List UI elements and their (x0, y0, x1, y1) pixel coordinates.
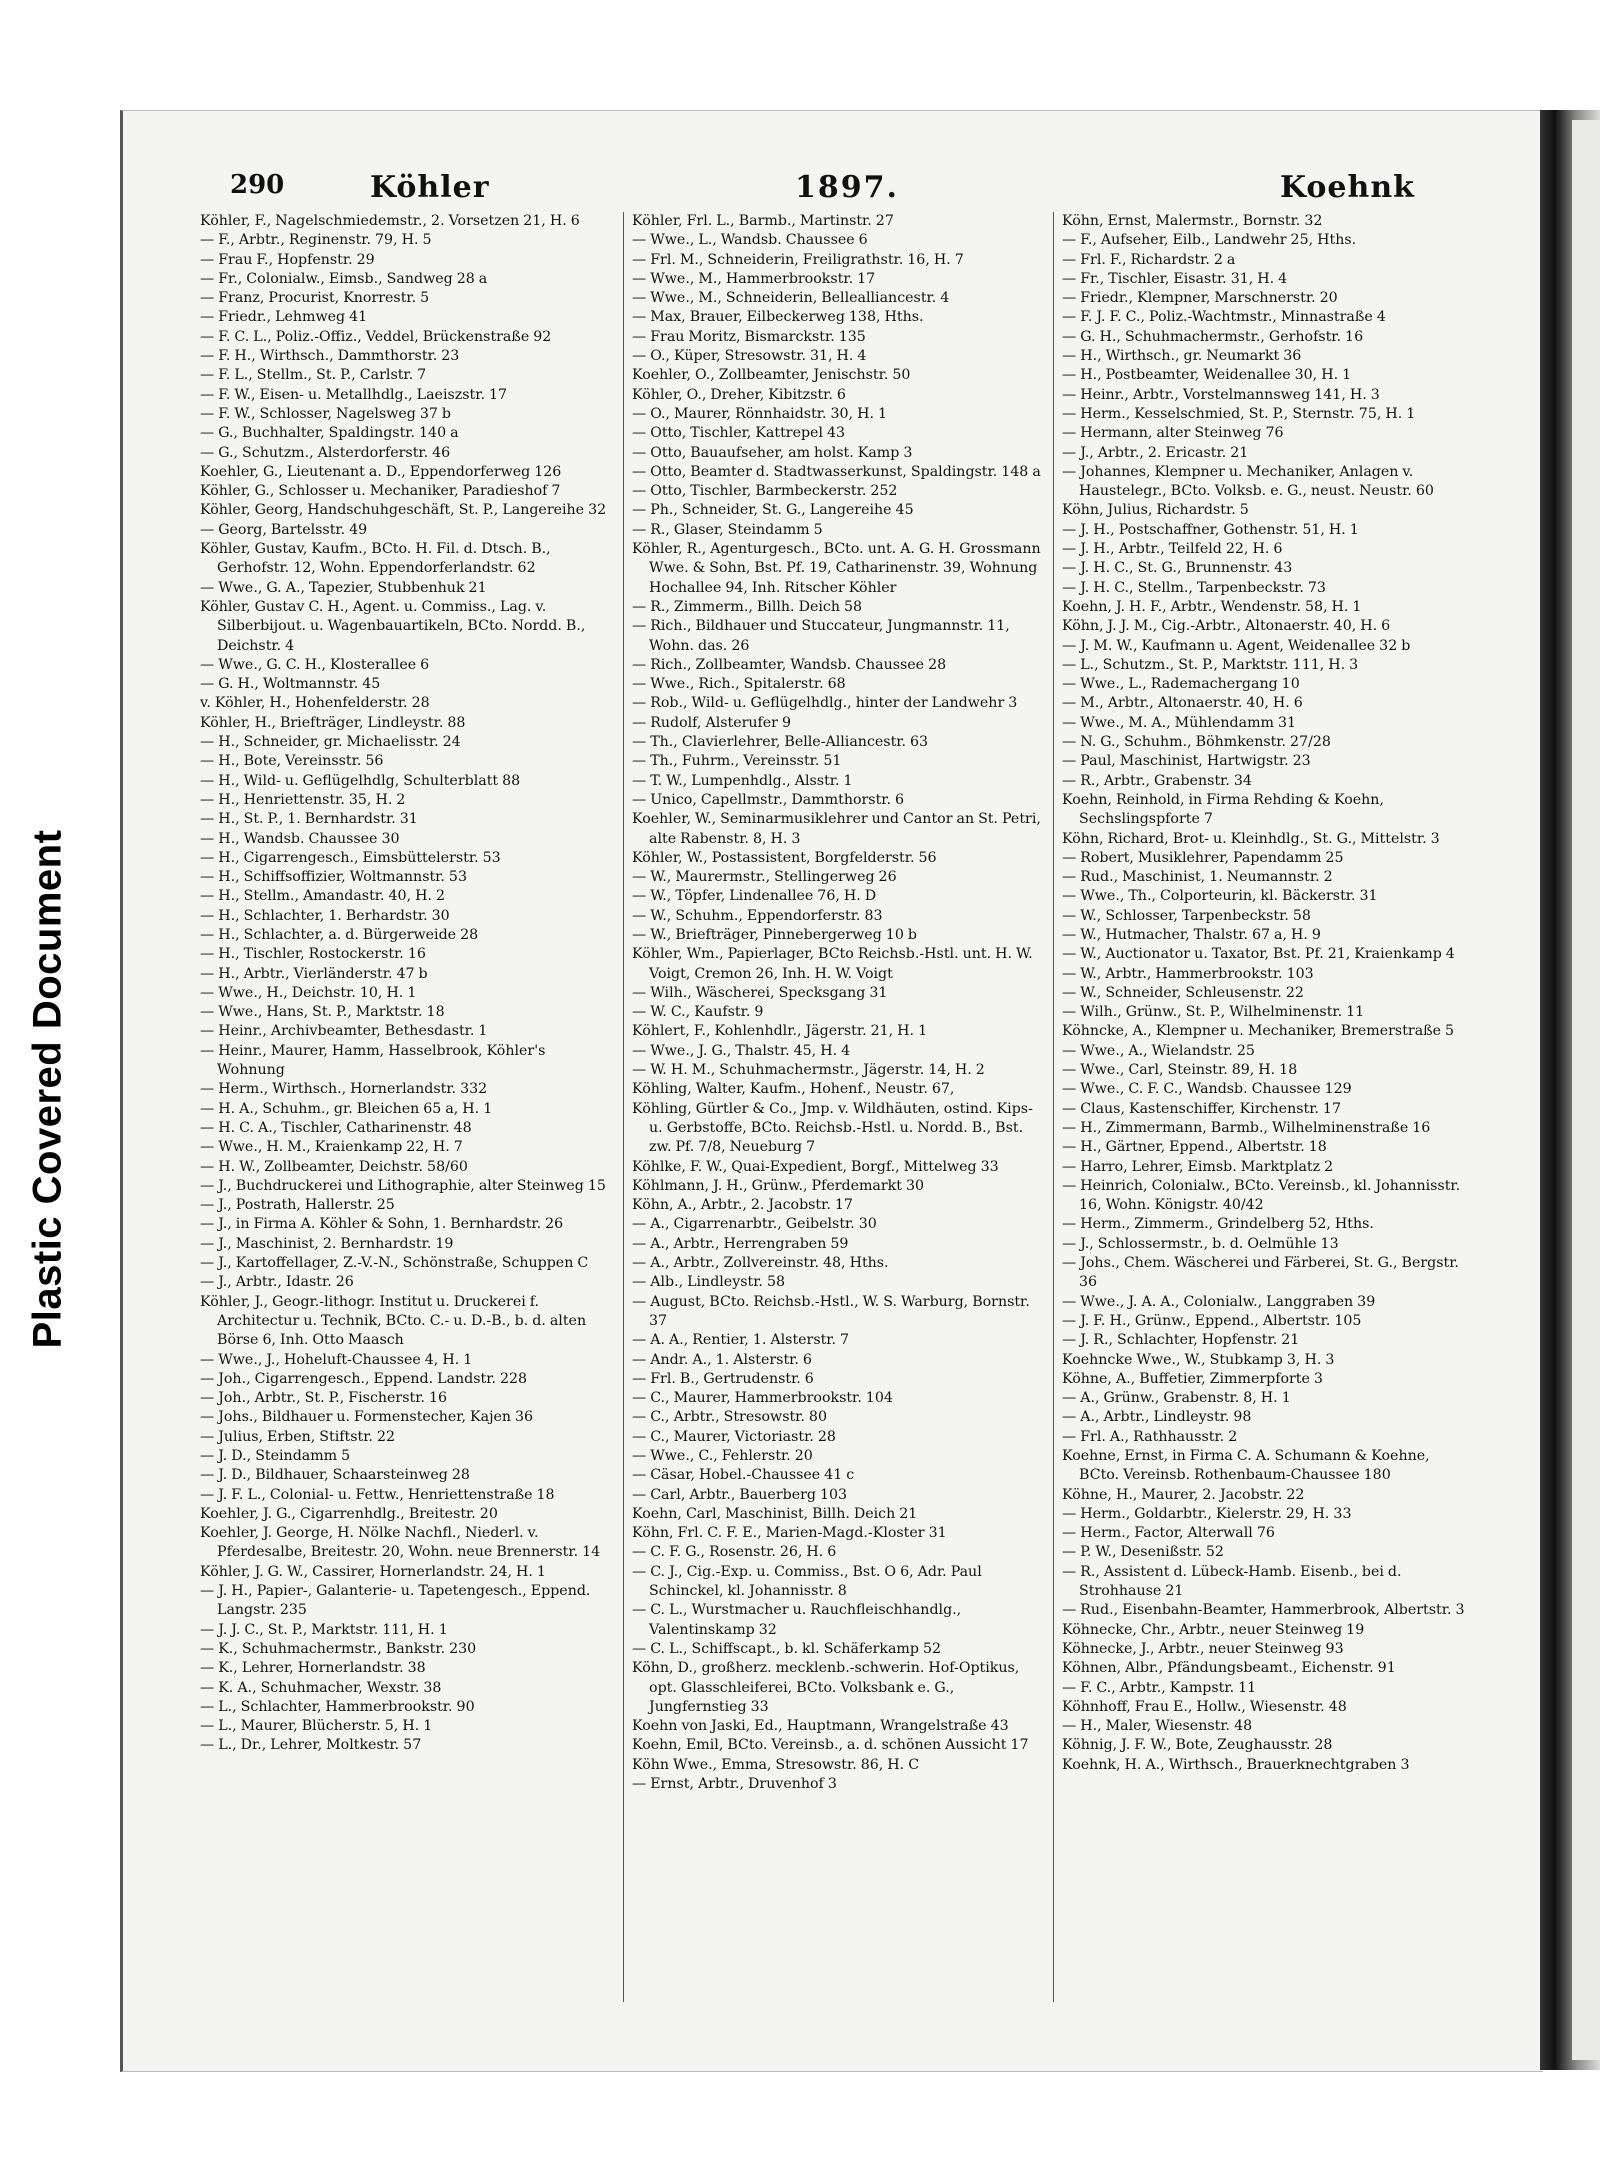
directory-entry: — C., Maurer, Victoriastr. 28 (632, 1428, 836, 1445)
directory-entry: — J., Kartoffellager, Z.-V.-N., Schönstraße, Schuppen C (200, 1255, 589, 1272)
directory-entry: Köhnecke, J., Arbtr., neuer Steinweg 93 (1062, 1640, 1344, 1657)
directory-entry: — G., Schutzm., Alsterdorferstr. 46 (200, 444, 451, 461)
directory-entry: — Robert, Musiklehrer, Papendamm 25 (1062, 849, 1344, 866)
directory-entry: Köhler, Gustav, Kaufm., BCto. H. Fil. d. Dtsch. B., Gerhofstr. 12, Wohn. Eppendorferlandstr. 62 (200, 541, 551, 577)
directory-entry: — R., Arbtr., Grabenstr. 34 (1062, 772, 1252, 789)
directory-entry: — A., Arbtr., Lindleystr. 98 (1062, 1409, 1252, 1426)
directory-entry: Koehler, O., Zollbeamter, Jenischstr. 50 (632, 367, 911, 384)
directory-entry: — R., Glaser, Steindamm 5 (632, 521, 823, 538)
directory-entry: — Otto, Tischler, Kattrepel 43 (632, 425, 846, 442)
directory-entry: — W., Arbtr., Hammerbrookstr. 103 (1062, 965, 1314, 982)
directory-entry: — F., Aufseher, Eilb., Landwehr 25, Hths. (1062, 232, 1357, 249)
directory-entry: — A., Cigarrenarbtr., Geibelstr. 30 (632, 1216, 877, 1233)
directory-entry: — W., Briefträger, Pinnebergerweg 10 b (632, 926, 917, 943)
directory-entry: — Johs., Chem. Wäscherei und Färberei, St. G., Bergstr. 36 (1062, 1255, 1459, 1291)
directory-entry: Köhler, W., Postassistent, Borgfelderstr. 56 (632, 849, 937, 866)
directory-entry: — Rudolf, Alsterufer 9 (632, 714, 791, 731)
directory-entry: Köhn, J. J. M., Cig.-Arbtr., Altonaerstr. 40, H. 6 (1062, 618, 1391, 635)
directory-entry: — Claus, Kastenschiffer, Kirchenstr. 17 (1062, 1100, 1341, 1117)
directory-entry: — J., Arbtr., Idastr. 26 (200, 1274, 354, 1291)
directory-entry: — R., Zimmerm., Billh. Deich 58 (632, 598, 863, 615)
directory-entry: Köhn, Ernst, Malermstr., Bornstr. 32 (1062, 213, 1323, 229)
directory-entry: — J. R., Schlachter, Hopfenstr. 21 (1062, 1332, 1300, 1349)
directory-entry: — J., Postrath, Hallerstr. 25 (200, 1197, 395, 1214)
directory-entry: — G., Buchhalter, Spaldingstr. 140 a (200, 425, 459, 442)
directory-entry: — W. C., Kaufstr. 9 (632, 1004, 764, 1021)
directory-entry: — K. A., Schuhmacher, Wexstr. 38 (200, 1679, 442, 1696)
directory-entry: — Frau Moritz, Bismarckstr. 135 (632, 328, 866, 345)
directory-entry: — Wwe., G. A., Tapezier, Stubbenhuk 21 (200, 579, 487, 596)
directory-entry: — H., Bote, Vereinsstr. 56 (200, 753, 384, 770)
directory-entry: Köhling, Gürtler & Co., Jmp. v. Wildhäuten, ostind. Kips- u. Gerbstoffe, BCto. Reichsb.-Hstl. u. Nordd. B., Bst. zw. Pf. 7/8, Neueburg 7 (632, 1100, 1033, 1156)
directory-entry: — Wwe., H., Deichstr. 10, H. 1 (200, 984, 417, 1001)
directory-entry: — L., Schutzm., St. P., Marktstr. 111, H. 3 (1062, 656, 1359, 673)
directory-entry: — H. C. A., Tischler, Catharinenstr. 48 (200, 1119, 472, 1136)
directory-entry: Köhn, Frl. C. F. E., Marien-Magd.-Kloster 31 (632, 1525, 947, 1542)
directory-entry: — Wwe., J. A. A., Colonialw., Langgraben 39 (1062, 1293, 1376, 1310)
directory-entry: — Wilh., Grünw., St. P., Wilhelminenstr. 11 (1062, 1004, 1365, 1021)
directory-entry: — Julius, Erben, Stiftstr. 22 (200, 1428, 395, 1445)
directory-entry: — Wwe., A., Wielandstr. 25 (1062, 1042, 1255, 1059)
directory-entry: Köhling, Walter, Kaufm., Hohenf., Neustr. 67, (632, 1081, 955, 1098)
directory-entry: — H., Gärtner, Eppend., Albertstr. 18 (1062, 1139, 1327, 1156)
directory-entry: Köhnig, J. F. W., Bote, Zeughausstr. 28 (1062, 1737, 1333, 1754)
directory-entry: — H. W., Zollbeamter, Deichstr. 58/60 (200, 1158, 468, 1175)
directory-entry: — Wwe., M. A., Mühlendamm 31 (1062, 714, 1297, 731)
directory-entry: — Wwe., L., Rademachergang 10 (1062, 676, 1300, 693)
page-number: 290 (230, 170, 285, 200)
directory-entry: — Alb., Lindleystr. 58 (632, 1274, 785, 1291)
directory-entry: — Johannes, Klempner u. Mechaniker, Anlagen v. Haustelegr., BCto. Volksb. e. G., neust. Neustr. 60 (1062, 463, 1434, 500)
directory-entry: — Wwe., M., Hammerbrookstr. 17 (632, 270, 876, 287)
directory-entry: — C. L., Wurstmacher u. Rauchfleischhandlg., Valentinskamp 32 (632, 1602, 962, 1638)
directory-entry: — P. W., Desenißstr. 52 (1062, 1544, 1224, 1561)
directory-entry: — H., Henriettenstr. 35, H. 2 (200, 791, 406, 808)
directory-entry: — Wilh., Wäscherei, Specksgang 31 (632, 984, 888, 1001)
directory-entry: — C. L., Schiffscapt., b. kl. Schäferkamp 52 (632, 1640, 942, 1657)
directory-entry: — Carl, Arbtr., Bauerberg 103 (632, 1486, 848, 1503)
directory-entry: — Rob., Wild- u. Geflügelhdlg., hinter der Landwehr 3 (632, 695, 1018, 712)
column-3 (1062, 212, 1472, 2032)
directory-entry: — Wwe., C., Fehlerstr. 20 (632, 1448, 813, 1464)
directory-entry: — A., Arbtr., Zollvereinstr. 48, Hths. (632, 1255, 889, 1272)
directory-entry: Köhler, R., Agenturgesch., BCto. unt. A. G. H. Grossmann Wwe. & Sohn, Bst. Pf. 19, Catharinenstr. 39, Wohnung Hochallee 94, Inh. Ritscher Köhler (632, 541, 1041, 596)
directory-entry: Köhler, G., Schlosser u. Mechaniker, Paradieshof 7 (200, 483, 561, 500)
directory-entry: — Franz, Procurist, Knorrestr. 5 (200, 290, 430, 307)
directory-entry: — Herm., Wirthsch., Hornerlandstr. 332 (200, 1081, 488, 1098)
directory-entry: — H., Wild- u. Geflügelhdlg, Schulterblatt 88 (200, 772, 521, 789)
directory-entry: — F. W., Schlosser, Nagelsweg 37 b (200, 405, 452, 422)
directory-entry: — O., Maurer, Rönnhaidstr. 30, H. 1 (632, 405, 887, 422)
directory-entry: — Friedr., Lehmweg 41 (200, 309, 368, 326)
directory-entry: — Frl. B., Gertrudenstr. 6 (632, 1370, 814, 1387)
directory-entry: — Herm., Goldarbtr., Kielerstr. 29, H. 33 (1062, 1505, 1352, 1522)
directory-entry: — J., Schlossermstr., b. d. Oelmühle 13 (1062, 1235, 1339, 1252)
directory-entry: — Wwe., L., Wandsb. Chaussee 6 (632, 232, 868, 249)
column-1 (200, 212, 610, 2032)
directory-entry: — J. H. C., St. G., Brunnenstr. 43 (1062, 560, 1293, 577)
directory-entry: Köhler, Georg, Handschuhgeschäft, St. P., Langereihe 32 (200, 502, 607, 519)
directory-entry: Köhler, J., Geogr.-lithogr. Institut u. Druckerei f. Architectur u. Technik, BCto. C.- u. D.-B., b. d. alten Börse 6, Inh. Otto Maasch (200, 1293, 587, 1349)
directory-entry: — O., Küper, Stresowstr. 31, H. 4 (632, 348, 867, 365)
directory-entry: — Friedr., Klempner, Marschnerstr. 20 (1062, 290, 1338, 307)
directory-entry: — H., Schlachter, 1. Berhardstr. 30 (200, 907, 450, 924)
directory-entry: — J. F. H., Grünw., Eppend., Albertstr. 105 (1062, 1312, 1362, 1329)
directory-entry: Koehnk, H. A., Wirthsch., Brauerknechtgraben 3 (1062, 1756, 1410, 1773)
directory-entry: — W., Auctionator u. Taxator, Bst. Pf. 21, Kraienkamp 4 (1062, 946, 1455, 963)
directory-entry: — M., Arbtr., Altonaerstr. 40, H. 6 (1062, 695, 1303, 712)
directory-entry: — H., Wirthsch., gr. Neumarkt 36 (1062, 348, 1302, 365)
directory-entry: — J., Arbtr., 2. Ericastr. 21 (1062, 444, 1249, 461)
directory-entry: Köhlmann, J. H., Grünw., Pferdemarkt 30 (632, 1177, 925, 1194)
directory-entry: — J. H., Postschaffner, Gothenstr. 51, H. 1 (1062, 521, 1359, 538)
directory-entry: — Th., Clavierlehrer, Belle-Alliancestr. 63 (632, 734, 929, 751)
directory-entry: — Wwe., J., Hoheluft-Chaussee 4, H. 1 (200, 1351, 473, 1368)
directory-entry: — Rud., Eisenbahn-Beamter, Hammerbrook, Albertstr. 3 (1062, 1602, 1465, 1619)
directory-entry: — F. L., Stellm., St. P., Carlstr. 7 (200, 367, 427, 384)
directory-entry: — Frl. M., Schneiderin, Freiligrathstr. 16, H. 7 (632, 251, 964, 268)
directory-entry: — Frau F., Hopfenstr. 29 (200, 251, 375, 268)
directory-entry: — Wwe., J. G., Thalstr. 45, H. 4 (632, 1042, 851, 1059)
directory-entry: Koehne, Ernst, in Firma C. A. Schumann & Koehne, BCto. Vereinsb. Rothenbaum-Chaussee 180 (1062, 1448, 1430, 1484)
year-heading: 1897. (795, 170, 899, 205)
left-running-head: Köhler (370, 170, 490, 205)
directory-entry: — Th., Fuhrm., Vereinsstr. 51 (632, 753, 842, 770)
directory-entry: Köhler, Frl. L., Barmb., Martinstr. 27 (632, 213, 894, 229)
directory-entry: — W., Schneider, Schleusenstr. 22 (1062, 984, 1304, 1001)
directory-entry: — August, BCto. Reichsb.-Hstl., W. S. Warburg, Bornstr. 37 (632, 1293, 1030, 1329)
directory-entry: — A., Arbtr., Herrengraben 59 (632, 1235, 849, 1252)
directory-entry: Köhler, H., Briefträger, Lindleystr. 88 (200, 714, 466, 731)
directory-entry: — H., Zimmermann, Barmb., Wilhelminenstraße 16 (1062, 1119, 1431, 1136)
directory-entry: — J., Buchdruckerei und Lithographie, alter Steinweg 15 (200, 1177, 606, 1194)
directory-entry: Köhler, J. G. W., Cassirer, Hornerlandstr. 24, H. 1 (200, 1563, 546, 1580)
directory-entry: — J., Maschinist, 2. Bernhardstr. 19 (200, 1235, 454, 1252)
directory-entry: — Wwe., M., Schneiderin, Bellealliancestr. 4 (632, 290, 950, 307)
directory-entry: Köhn, Julius, Richardstr. 5 (1062, 502, 1249, 519)
directory-entry: — L., Dr., Lehrer, Moltkestr. 57 (200, 1737, 422, 1754)
directory-columns (200, 212, 1490, 2032)
directory-entry: — Rich., Bildhauer und Stuccateur, Jungmannstr. 11, Wohn. das. 26 (632, 618, 1010, 654)
directory-entry: — Heinr., Archivbeamter, Bethesdastr. 1 (200, 1023, 488, 1040)
directory-entry: — Rich., Zollbeamter, Wandsb. Chaussee 28 (632, 656, 947, 673)
directory-entry: — A., Grünw., Grabenstr. 8, H. 1 (1062, 1390, 1291, 1407)
directory-entry: — W., Schuhm., Eppendorferstr. 83 (632, 907, 883, 924)
directory-entry: Koehn, Reinhold, in Firma Rehding & Koehn, Sechslingspforte 7 (1062, 791, 1384, 828)
directory-entry: Köhler, F., Nagelschmiedemstr., 2. Vorsetzen 21, H. 6 (200, 213, 580, 229)
directory-entry: — Joh., Arbtr., St. P., Fischerstr. 16 (200, 1390, 447, 1407)
directory-entry: Köhnecke, Chr., Arbtr., neuer Steinweg 19 (1062, 1621, 1365, 1638)
directory-entry: — C., Maurer, Hammerbrookstr. 104 (632, 1390, 893, 1407)
directory-entry: — H., Wandsb. Chaussee 30 (200, 830, 400, 847)
directory-entry: — Otto, Tischler, Barmbeckerstr. 252 (632, 483, 898, 500)
directory-entry: — G. H., Woltmannstr. 45 (200, 676, 381, 693)
right-running-head: Koehnk (1280, 170, 1415, 205)
directory-entry: — G. H., Schuhmachermstr., Gerhofstr. 16 (1062, 328, 1364, 345)
next-page-edge (1572, 120, 1600, 2060)
directory-entry: — T. W., Lumpenhdlg., Alsstr. 1 (632, 772, 853, 789)
directory-entry: — N. G., Schuhm., Böhmkenstr. 27/28 (1062, 734, 1331, 751)
directory-entry: Köhnen, Albr., Pfändungsbeamt., Eichenstr. 91 (1062, 1660, 1396, 1677)
directory-entry: — R., Assistent d. Lübeck-Hamb. Eisenb., bei d. Strohhause 21 (1062, 1563, 1402, 1600)
directory-entry: — C., Arbtr., Stresowstr. 80 (632, 1409, 827, 1426)
directory-entry: — J., in Firma A. Köhler & Sohn, 1. Bernhardstr. 26 (200, 1216, 564, 1233)
directory-entry: — Ernst, Arbtr., Druvenhof 3 (632, 1776, 837, 1793)
directory-entry: Koehn, Emil, BCto. Vereinsb., a. d. schönen Aussicht 17 (632, 1737, 1029, 1754)
directory-entry: Köhn, D., großherz. mecklenb.-schwerin. Hof-Optikus, opt. Glasschleiferei, BCto. Volksbank e. G., Jungfernstieg 33 (632, 1660, 1020, 1715)
directory-entry: Köhne, H., Maurer, 2. Jacobstr. 22 (1062, 1486, 1305, 1503)
directory-entry: — W., Schlosser, Tarpenbeckstr. 58 (1062, 907, 1311, 924)
directory-entry: — Georg, Bartelsstr. 49 (200, 521, 368, 538)
directory-entry: — H., Tischler, Rostockerstr. 16 (200, 946, 426, 963)
directory-entry: — L., Schlachter, Hammerbrookstr. 90 (200, 1698, 475, 1715)
directory-entry: — F. H., Wirthsch., Dammthorstr. 23 (200, 348, 460, 365)
directory-entry: — Andr. A., 1. Alsterstr. 6 (632, 1351, 812, 1368)
directory-entry: — W., Hutmacher, Thalstr. 67 a, H. 9 (1062, 926, 1321, 943)
directory-entry: — C. J., Cig.-Exp. u. Commiss., Bst. O 6, Adr. Paul Schinckel, kl. Johannisstr. 8 (632, 1563, 982, 1600)
directory-entry: — H., Schneider, gr. Michaelisstr. 24 (200, 734, 461, 751)
directory-entry: Köhler, Gustav C. H., Agent. u. Commiss., Lag. v. Silberbijout. u. Wagenbauartikeln, BCto. Nordd. B., Deichstr. 4 (200, 598, 586, 654)
directory-entry: Köhler, Wm., Papierlager, BCto Reichsb.-Hstl. unt. H. W. Voigt, Cremon 26, Inh. H. W. Voigt (632, 946, 1033, 982)
directory-entry: — J. H., Papier-, Galanterie- u. Tapetengesch., Eppend. Langstr. 235 (200, 1583, 591, 1619)
directory-entry: Köhn, Richard, Brot- u. Kleinhdlg., St. G., Mittelstr. 3 (1062, 830, 1440, 847)
directory-entry: — C. F. G., Rosenstr. 26, H. 6 (632, 1544, 837, 1561)
directory-entry: — Ph., Schneider, St. G., Langereihe 45 (632, 502, 914, 519)
directory-entry: Köhler, O., Dreher, Kibitzstr. 6 (632, 386, 846, 403)
plastic-covered-label (25, 0, 70, 2177)
directory-entry: — Joh., Cigarrengesch., Eppend. Landstr. 228 (200, 1370, 528, 1387)
directory-entry: — J. J. C., St. P., Marktstr. 111, H. 1 (200, 1621, 448, 1638)
directory-entry: — J. M. W., Kaufmann u. Agent, Weidenallee 32 b (1062, 637, 1411, 654)
directory-entry: — Frl. A., Rathhausstr. 2 (1062, 1428, 1238, 1445)
directory-entry: Köhnhoff, Frau E., Hollw., Wiesenstr. 48 (1062, 1698, 1347, 1715)
directory-entry: — H., Schlachter, a. d. Bürgerweide 28 (200, 926, 479, 943)
directory-entry: — Paul, Maschinist, Hartwigstr. 23 (1062, 753, 1311, 770)
directory-entry: Koehler, J. G., Cigarrenhdlg., Breitestr. 20 (200, 1505, 498, 1522)
directory-entry: Köhne, A., Buffetier, Zimmerpforte 3 (1062, 1370, 1323, 1387)
directory-entry: — W., Maurermstr., Stellingerweg 26 (632, 869, 897, 886)
directory-entry: — Harro, Lehrer, Eimsb. Marktplatz 2 (1062, 1158, 1334, 1175)
directory-entry: — H., Schiffsoffizier, Woltmannstr. 53 (200, 869, 467, 886)
directory-entry: — W., Töpfer, Lindenallee 76, H. D (632, 888, 877, 905)
directory-entry: — F., Arbtr., Reginenstr. 79, H. 5 (200, 232, 432, 249)
directory-entry: Koehler, W., Seminarmusiklehrer und Cantor an St. Petri, alte Rabenstr. 8, H. 3 (632, 811, 1041, 847)
directory-entry: — Heinr., Maurer, Hamm, Hasselbrook, Köhler's Wohnung (200, 1042, 546, 1079)
plastic-covered-label-text: Plastic Covered Document (25, 829, 70, 1348)
directory-entry: — Wwe., C. F. C., Wandsb. Chaussee 129 (1062, 1081, 1352, 1098)
directory-entry: Koehn, Carl, Maschinist, Billh. Deich 21 (632, 1505, 918, 1522)
directory-entry: — H., Arbtr., Vierländerstr. 47 b (200, 965, 428, 982)
directory-entry: — Wwe., G. C. H., Klosterallee 6 (200, 656, 430, 673)
directory-entry: — Heinr., Arbtr., Vorstelmannsweg 141, H. 3 (1062, 386, 1380, 403)
directory-entry: Köhn Wwe., Emma, Stresowstr. 86, H. C (632, 1756, 920, 1773)
directory-entry: — J. H. C., Stellm., Tarpenbeckstr. 73 (1062, 579, 1326, 596)
page-header (200, 170, 1470, 210)
directory-entry: Köhlert, F., Kohlenhdlr., Jägerstr. 21, H. 1 (632, 1023, 928, 1040)
directory-entry: — J. D., Bildhauer, Schaarsteinweg 28 (200, 1467, 470, 1484)
directory-entry: — Max, Brauer, Eilbeckerweg 138, Hths. (632, 309, 924, 326)
directory-entry: — L., Maurer, Blücherstr. 5, H. 1 (200, 1718, 433, 1735)
directory-entry: — J. D., Steindamm 5 (200, 1448, 351, 1464)
directory-entry: Koehn, J. H. F., Arbtr., Wendenstr. 58, H. 1 (1062, 598, 1362, 615)
directory-entry: — Wwe., H. M., Kraienkamp 22, H. 7 (200, 1139, 463, 1156)
directory-entry: v. Köhler, H., Hohenfelderstr. 28 (200, 695, 430, 712)
directory-entry: — W. H. M., Schuhmachermstr., Jägerstr. 14, H. 2 (632, 1062, 985, 1079)
column-2 (632, 212, 1042, 2032)
directory-entry: — Herm., Factor, Alterwall 76 (1062, 1525, 1275, 1542)
directory-entry: — K., Lehrer, Hornerlandstr. 38 (200, 1660, 426, 1677)
directory-entry: — Otto, Beamter d. Stadtwasserkunst, Spaldingstr. 148 a (632, 463, 1041, 480)
directory-entry: Koehn von Jaski, Ed., Hauptmann, Wrangelstraße 43 (632, 1718, 1009, 1735)
directory-entry: — H., Maler, Wiesenstr. 48 (1062, 1718, 1253, 1735)
directory-entry: — Hermann, alter Steinweg 76 (1062, 425, 1284, 442)
directory-entry: Koehncke Wwe., W., Stubkamp 3, H. 3 (1062, 1351, 1335, 1368)
directory-entry: Koehler, G., Lieutenant a. D., Eppendorferweg 126 (200, 463, 562, 480)
directory-entry: Köhncke, A., Klempner u. Mechaniker, Bremerstraße 5 (1062, 1023, 1455, 1040)
directory-entry: — Wwe., Carl, Steinstr. 89, H. 18 (1062, 1062, 1298, 1079)
directory-entry: Köhn, A., Arbtr., 2. Jacobstr. 17 (632, 1197, 853, 1214)
directory-entry: — Herm., Kesselschmied, St. P., Sternstr. 75, H. 1 (1062, 405, 1416, 422)
directory-entry: — A. A., Rentier, 1. Alsterstr. 7 (632, 1332, 850, 1349)
directory-entry: — Wwe., Th., Colporteurin, kl. Bäckerstr. 31 (1062, 888, 1378, 905)
directory-entry: — Cäsar, Hobel.-Chaussee 41 c (632, 1467, 855, 1484)
directory-entry: — Johs., Bildhauer u. Formenstecher, Kajen 36 (200, 1409, 534, 1426)
directory-entry: — Otto, Bauaufseher, am holst. Kamp 3 (632, 444, 913, 461)
directory-entry: — F. J. F. C., Poliz.-Wachtmstr., Minnastraße 4 (1062, 309, 1386, 326)
directory-entry: — Frl. F., Richardstr. 2 a (1062, 251, 1236, 268)
directory-entry: — F. W., Eisen- u. Metallhdlg., Laeiszstr. 17 (200, 386, 508, 403)
directory-entry: — Rud., Maschinist, 1. Neumannstr. 2 (1062, 869, 1333, 886)
directory-entry: Köhlke, F. W., Quai-Expedient, Borgf., Mittelweg 33 (632, 1158, 999, 1175)
directory-entry: — H., Cigarrengesch., Eimsbüttelerstr. 53 (200, 849, 501, 866)
directory-entry: — H., St. P., 1. Bernhardstr. 31 (200, 811, 418, 828)
directory-entry: — Unico, Capellmstr., Dammthorstr. 6 (632, 791, 905, 808)
directory-entry: — H. A., Schuhm., gr. Bleichen 65 a, H. 1 (200, 1100, 493, 1117)
directory-entry: — F. C. L., Poliz.-Offiz., Veddel, Brückenstraße 92 (200, 328, 552, 345)
directory-entry: — K., Schuhmachermstr., Bankstr. 230 (200, 1640, 477, 1657)
directory-entry: — Herm., Zimmerm., Grindelberg 52, Hths. (1062, 1216, 1374, 1233)
directory-entry: — J. H., Arbtr., Teilfeld 22, H. 6 (1062, 541, 1283, 558)
directory-entry: — H., Postbeamter, Weidenallee 30, H. 1 (1062, 367, 1352, 384)
directory-entry: — F. C., Arbtr., Kampstr. 11 (1062, 1679, 1257, 1696)
directory-entry: — Wwe., Rich., Spitalerstr. 68 (632, 676, 846, 693)
directory-entry: — Fr., Colonialw., Eimsb., Sandweg 28 a (200, 270, 488, 287)
directory-entry: — Fr., Tischler, Eisastr. 31, H. 4 (1062, 270, 1288, 287)
directory-entry: — Heinrich, Colonialw., BCto. Vereinsb., kl. Johannisstr. 16, Wohn. Königstr. 40/42 (1062, 1177, 1461, 1214)
directory-entry: — H., Stellm., Amandastr. 40, H. 2 (200, 888, 446, 905)
directory-entry: — Wwe., Hans, St. P., Marktstr. 18 (200, 1004, 445, 1021)
directory-entry: Koehler, J. George, H. Nölke Nachfl., Niederl. v. Pferdesalbe, Breitestr. 20, Wohn. neue Brennerstr. 14 (200, 1525, 601, 1561)
directory-entry: — J. F. L., Colonial- u. Fettw., Henriettenstraße 18 (200, 1486, 555, 1503)
